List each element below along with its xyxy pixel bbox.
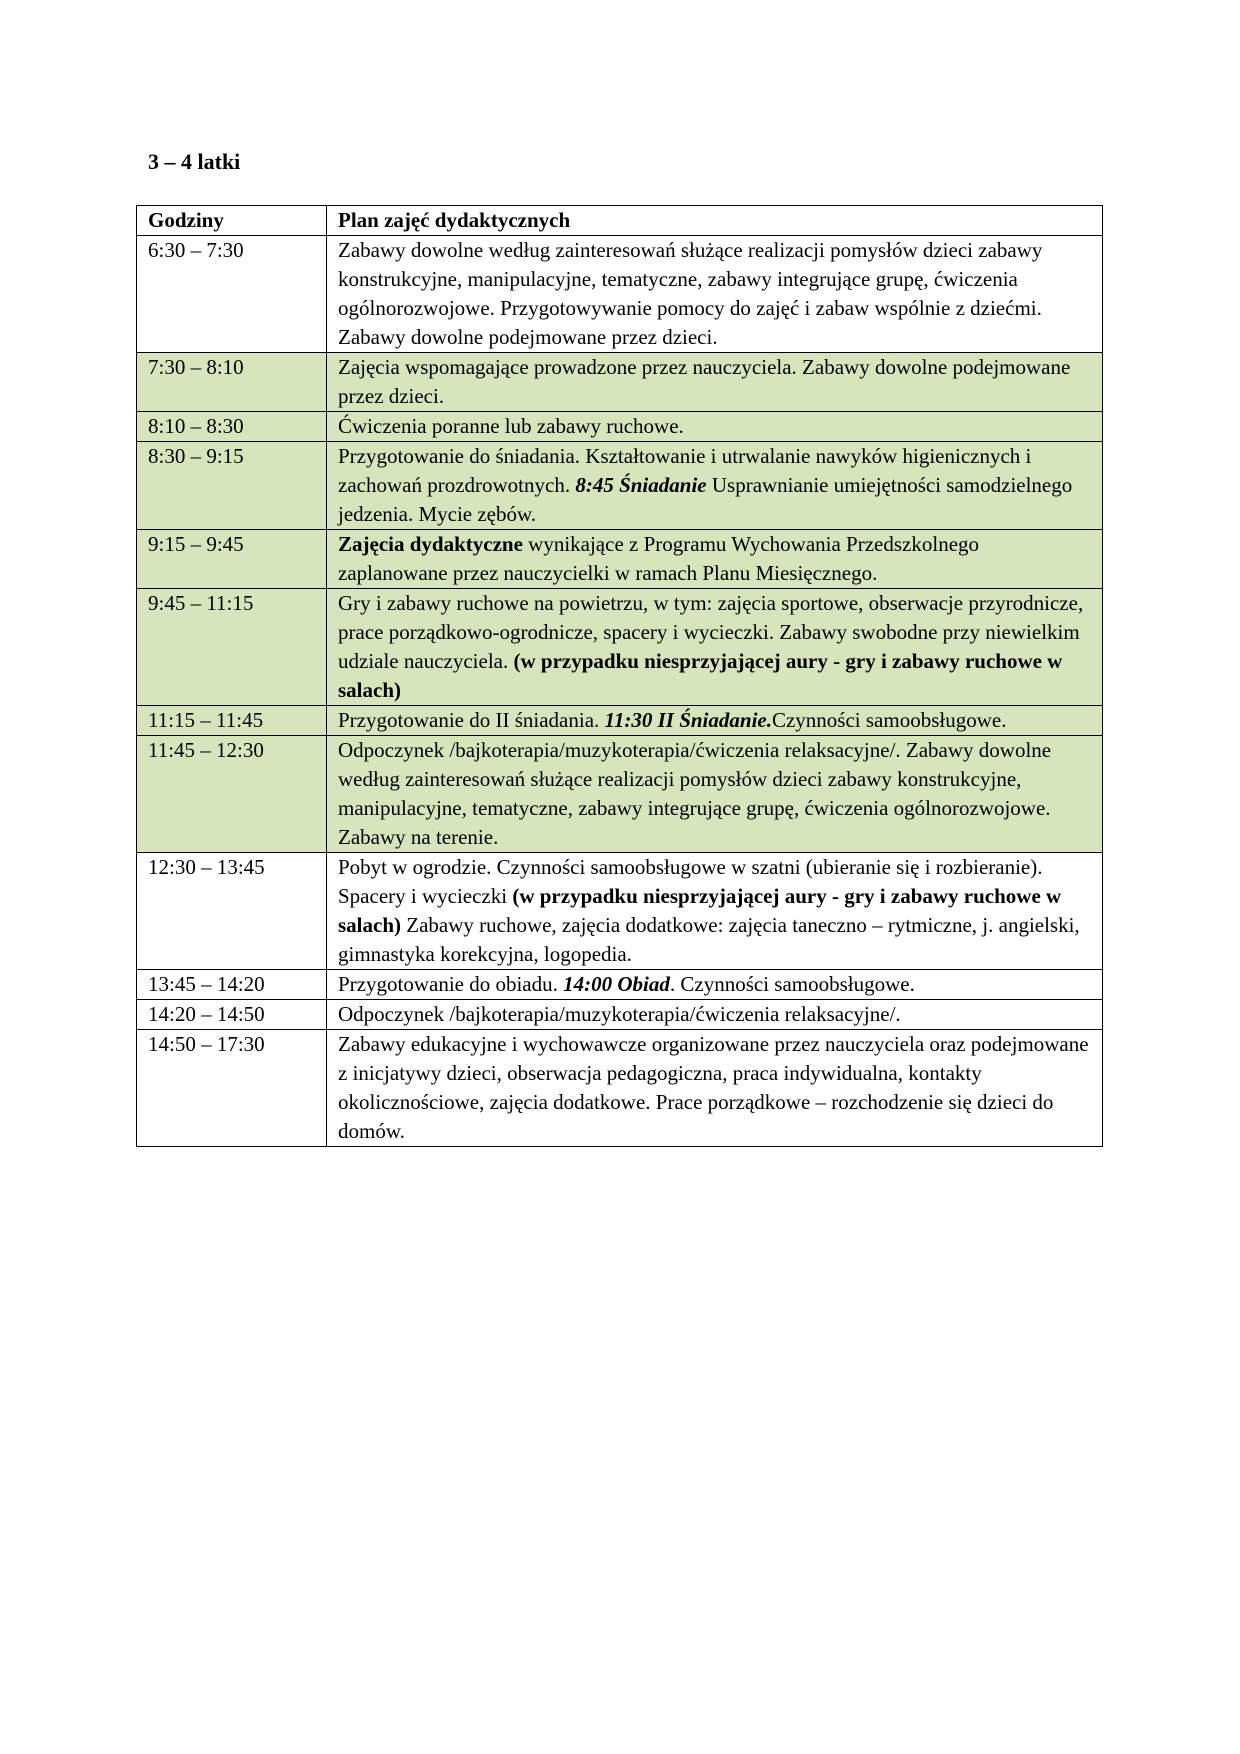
table-row <box>137 706 1103 736</box>
plan-cell <box>327 530 1103 589</box>
plan-text: Odpoczynek /bajkoterapia/muzykoterapia/ćwiczenia relaksacyjne/. <box>338 1002 901 1026</box>
plan-text: 14:00 Obiad <box>563 972 670 996</box>
table-row <box>137 970 1103 1000</box>
plan-text: Przygotowanie do śniadania. Kształtowanie i utrwalanie nawyków higienicznych i zachowań prozdrowotnych. <box>338 444 1032 497</box>
plan-text: Zabawy ruchowe, zajęcia dodatkowe: zajęcia taneczno – rytmiczne, j. angielski, gimnastyka korekcyjna, logopedia. <box>338 913 1080 966</box>
time-cell: 14:50 – 17:30 <box>137 1030 327 1147</box>
plan-text: (w przypadku niesprzyjającej aury - gry i zabawy ruchowe w salach) <box>338 884 1062 937</box>
table-row <box>137 1030 1103 1147</box>
plan-text: Ćwiczenia poranne lub zabawy ruchowe. <box>338 414 684 438</box>
plan-text: Czynności samoobsługowe. <box>771 708 1007 732</box>
plan-text: wynikające z Programu Wychowania Przedszkolnego zaplanowane przez nauczycielki w ramach Planu Miesięcznego. <box>338 532 980 585</box>
table-row <box>137 736 1103 853</box>
plan-text: (w przypadku niesprzyjającej aury - gry i zabawy ruchowe w salach) <box>338 649 1063 702</box>
time-cell: 9:15 – 9:45 <box>137 530 327 589</box>
plan-cell <box>327 236 1103 353</box>
plan-cell <box>327 353 1103 412</box>
plan-cell <box>327 706 1103 736</box>
plan-cell <box>327 736 1103 853</box>
time-cell: 8:10 – 8:30 <box>137 412 327 442</box>
plan-cell <box>327 589 1103 706</box>
plan-cell <box>327 1000 1103 1030</box>
table-header-row <box>137 206 1103 236</box>
plan-text: 11:30 II Śniadanie. <box>604 708 772 732</box>
schedule-body <box>137 236 1103 1147</box>
time-cell: 11:15 – 11:45 <box>137 706 327 736</box>
plan-text: 8:45 Śniadanie <box>575 473 707 497</box>
plan-cell <box>327 1030 1103 1147</box>
page-title: 3 – 4 latki <box>148 149 241 174</box>
plan-text: Przygotowanie do II śniadania. <box>338 708 605 732</box>
table-row <box>137 853 1103 970</box>
time-cell: 8:30 – 9:15 <box>137 442 327 530</box>
plan-text: Przygotowanie do obiadu. <box>338 972 564 996</box>
plan-text: . Czynności samoobsługowe. <box>669 972 915 996</box>
plan-text: Pobyt w ogrodzie. Czynności samoobsługowe w szatni (ubieranie się i rozbieranie). Spacery i wycieczki <box>338 855 1043 908</box>
table-row <box>137 353 1103 412</box>
plan-cell <box>327 970 1103 1000</box>
time-cell: 9:45 – 11:15 <box>137 589 327 706</box>
plan-cell <box>327 412 1103 442</box>
plan-text: Usprawnianie umiejętności samodzielnego jedzenia. Mycie zębów. <box>338 473 1073 526</box>
time-cell: 12:30 – 13:45 <box>137 853 327 970</box>
time-cell: 7:30 – 8:10 <box>137 353 327 412</box>
plan-text: Odpoczynek /bajkoterapia/muzykoterapia/ćwiczenia relaksacyjne/. Zabawy dowolne według zainteresowań służące realizacji pomysłów dzieci zabawy konstrukcyjne, manipulacyjne, tematyczne, zabawy integrujące grupę, ćwiczenia ogólnorozwojowe. Zabawy na terenie. <box>338 738 1052 849</box>
time-cell: 6:30 – 7:30 <box>137 236 327 353</box>
table-row <box>137 412 1103 442</box>
table-row <box>137 442 1103 530</box>
schedule-table <box>136 205 1103 1147</box>
plan-cell <box>327 853 1103 970</box>
table-row <box>137 530 1103 589</box>
time-cell: 13:45 – 14:20 <box>137 970 327 1000</box>
plan-text: Zabawy edukacyjne i wychowawcze organizowane przez nauczyciela oraz podejmowane z inicjatywy dzieci, obserwacja pedagogiczna, praca indywidualna, kontakty okolicznościowe, zajęcia dodatkowe. Prace porządkowe – rozchodzenie się dzieci do domów. <box>338 1032 1089 1143</box>
table-row <box>137 236 1103 353</box>
plan-text: Zabawy dowolne według zainteresowań służące realizacji pomysłów dzieci zabawy konstrukcyjne, manipulacyjne, tematyczne, zabawy integrujące grupę, ćwiczenia ogólnorozwojowe. Przygotowywanie pomocy do zajęć i zabaw wspólnie z dziećmi. Zabawy dowolne podejmowane przez dzieci. <box>338 238 1043 349</box>
column-header-plan: Plan zajęć dydaktycznych <box>327 206 1103 236</box>
plan-cell <box>327 442 1103 530</box>
table-row <box>137 589 1103 706</box>
plan-text: Zajęcia wspomagające prowadzone przez nauczyciela. Zabawy dowolne podejmowane przez dzieci. <box>338 355 1071 408</box>
time-cell: 14:20 – 14:50 <box>137 1000 327 1030</box>
plan-text: Zajęcia dydaktyczne <box>338 532 523 556</box>
time-cell: 11:45 – 12:30 <box>137 736 327 853</box>
table-row <box>137 1000 1103 1030</box>
column-header-hours: Godziny <box>137 206 327 236</box>
plan-text: Gry i zabawy ruchowe na powietrzu, w tym: zajęcia sportowe, obserwacje przyrodnicze, prace porządkowo-ogrodnicze, spacery i wycieczki. Zabawy swobodne przy niewielkim udziale nauczyciela. <box>338 591 1084 673</box>
